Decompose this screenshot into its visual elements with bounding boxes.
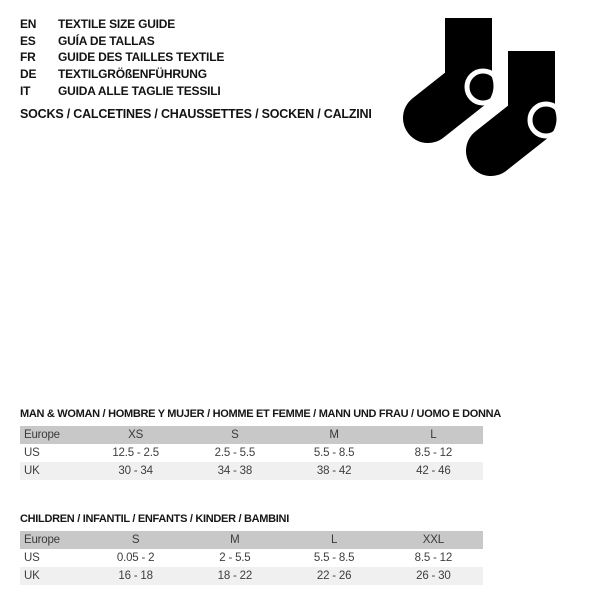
socks-icon xyxy=(400,10,570,185)
column-header-size: XS xyxy=(128,429,144,441)
language-row-fr xyxy=(20,49,224,66)
size-value: 0.05 - 2 xyxy=(116,552,155,564)
table-header-row xyxy=(20,531,483,549)
size-value: 2 - 5.5 xyxy=(219,552,251,564)
column-header-size: XXL xyxy=(422,534,444,546)
table-children xyxy=(20,512,483,585)
size-value: 16 - 18 xyxy=(118,570,153,582)
language-row-en xyxy=(20,16,224,33)
size-value: 38 - 42 xyxy=(316,465,352,477)
table-row-uk xyxy=(20,567,483,585)
row-label: UK xyxy=(24,465,40,477)
table-title: CHILDREN / INFANTIL / ENFANTS / KINDER / BAMBINI xyxy=(20,513,289,525)
size-value: 30 - 34 xyxy=(118,465,153,477)
column-header-size: M xyxy=(329,429,339,441)
row-label: US xyxy=(24,552,40,564)
language-label: TEXTILE SIZE GUIDE xyxy=(58,17,176,31)
table-title: MAN & WOMAN / HOMBRE Y MUJER / HOMME ET FEMME / MANN UND FRAU / UOMO E DONNA xyxy=(20,408,501,420)
column-header-europe: Europe xyxy=(24,429,60,441)
language-code: FR xyxy=(20,50,36,65)
size-value: 26 - 30 xyxy=(416,570,451,582)
row-label: US xyxy=(24,447,40,459)
size-value: 34 - 38 xyxy=(217,465,253,477)
sock-left-shape xyxy=(428,18,499,118)
column-header-size: M xyxy=(230,534,240,546)
language-label: TEXTILGRÖßENFÜHRUNG xyxy=(58,67,207,82)
size-value: 2.5 - 5.5 xyxy=(214,447,256,459)
size-value: 22 - 26 xyxy=(316,570,352,582)
column-header-size: L xyxy=(331,534,338,546)
column-header-size: S xyxy=(131,534,140,546)
table-man-woman xyxy=(20,407,501,480)
column-header-europe: Europe xyxy=(24,534,60,546)
size-value: 12.5 - 2.5 xyxy=(112,447,159,459)
table-header-row xyxy=(20,426,483,444)
language-code: ES xyxy=(20,33,36,48)
language-row-it xyxy=(20,83,224,100)
row-label: UK xyxy=(24,570,40,582)
table-row-us xyxy=(20,444,483,462)
language-label: GUÍA DE TALLAS xyxy=(58,33,155,48)
size-value: 8.5 - 12 xyxy=(414,552,453,564)
size-value: 18 - 22 xyxy=(217,570,253,582)
language-label: GUIDA ALLE TAGLIE TESSILI xyxy=(58,83,221,98)
language-row-de xyxy=(20,66,224,83)
language-list xyxy=(20,16,224,100)
size-value: 5.5 - 8.5 xyxy=(313,447,355,459)
column-header-size: L xyxy=(430,429,437,441)
category-line: SOCKS / CALCETINES / CHAUSSETTES / SOCKEN / CALZINI xyxy=(20,107,372,121)
table-row-uk xyxy=(20,462,483,480)
language-label: GUIDE DES TAILLES TEXTILE xyxy=(58,50,225,65)
size-value: 5.5 - 8.5 xyxy=(313,552,355,564)
sock-right-shape xyxy=(491,51,562,151)
language-row-es xyxy=(20,33,224,50)
column-header-size: S xyxy=(231,429,239,441)
language-code: IT xyxy=(20,83,31,98)
size-value: 42 - 46 xyxy=(416,465,451,477)
size-value: 8.5 - 12 xyxy=(414,447,453,459)
language-code: DE xyxy=(20,67,37,82)
language-code: EN xyxy=(20,17,37,31)
table-row-us xyxy=(20,549,483,567)
